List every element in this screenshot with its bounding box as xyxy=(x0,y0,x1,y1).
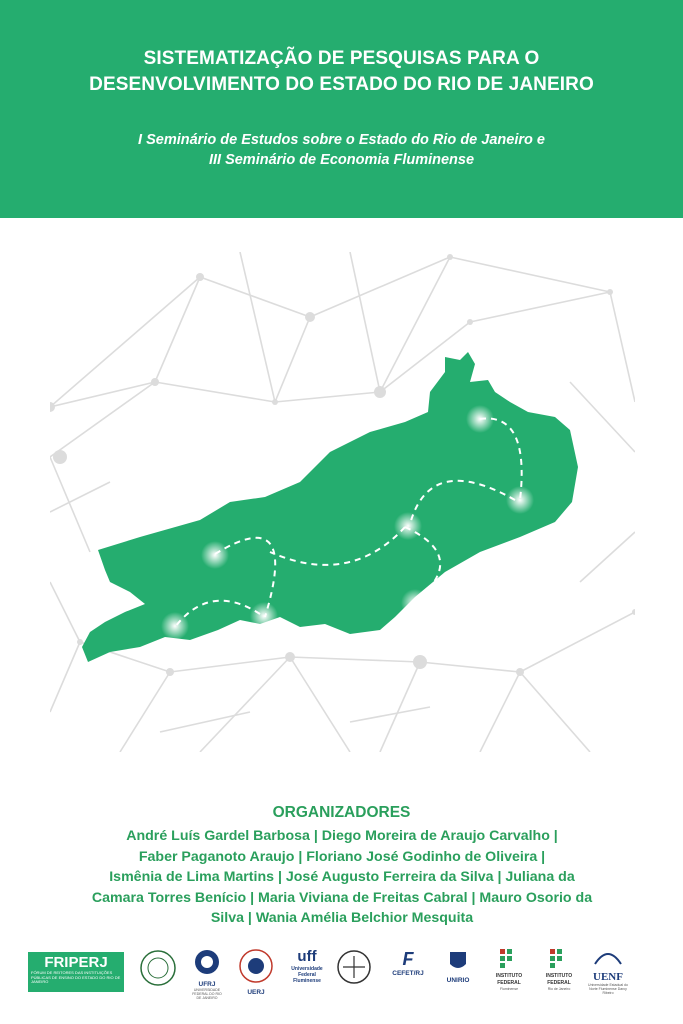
book-subtitle xyxy=(0,130,683,170)
ifrj-logo: INSTITUTO FEDERAL Rio de Janeiro xyxy=(538,948,580,1004)
organizers-line: Silva | Wania Amélia Belchior Mesquita xyxy=(210,910,474,926)
organizers-list xyxy=(42,826,642,929)
uenf-logo: UENF Universidade Estadual do Norte Fluminense Darcy Ribeiro xyxy=(586,948,630,1004)
organizers-line: Ismênia de Lima Martins | José Augusto Ferreira da Silva | Juliana da xyxy=(109,869,575,885)
unirio-logo: UNIRIO xyxy=(438,948,478,1004)
if-fluminense-logo: INSTITUTO FEDERAL Fluminense xyxy=(488,948,530,1004)
organizers-line: André Luís Gardel Barbosa | Diego Moreira de Araujo Carvalho | xyxy=(126,828,558,844)
seal-logo xyxy=(138,948,178,1004)
rio-state-shape xyxy=(82,352,578,662)
rio-de-janeiro-map-illustration xyxy=(50,252,635,752)
uff-logo: uff Universidade Federal Fluminense xyxy=(291,948,323,984)
book-title xyxy=(0,46,683,98)
emblem-logo xyxy=(334,948,374,1004)
header-banner xyxy=(0,0,683,218)
subtitle-line-1: I Seminário de Estudos sobre o Estado do Rio de Janeiro e xyxy=(138,132,545,148)
organizers-line: Faber Paganoto Araujo | Floriano José Godinho de Oliveira | xyxy=(138,848,546,865)
organizers-line: Camara Torres Benício | Maria Viviana de Freitas Cabral | Mauro Osorio da xyxy=(91,889,593,906)
organizers-heading: ORGANIZADORES xyxy=(272,804,411,821)
institution-logos xyxy=(0,948,683,1008)
cefet-logo: F CEFET/RJ xyxy=(384,948,432,1004)
friperj-logo: FRIPERJ FÓRUM DE REITORES DAS INSTITUIÇÕES PÚBLICAS DE ENSINO DO ESTADO DO RIO DE JANEIRO xyxy=(28,952,124,992)
title-line-1: SISTEMATIZAÇÃO DE PESQUISAS PARA O xyxy=(143,48,540,69)
title-line-2: DESENVOLVIMENTO DO ESTADO DO RIO DE JANEIRO xyxy=(89,74,594,95)
cefet-mark: F xyxy=(402,949,414,969)
ufrj-logo: UFRJ UNIVERSIDADE FEDERAL DO RIO DE JANEIRO xyxy=(190,948,224,1004)
subtitle-line-2: III Seminário de Economia Fluminense xyxy=(208,152,475,168)
uerj-logo: UERJ xyxy=(236,948,276,1004)
